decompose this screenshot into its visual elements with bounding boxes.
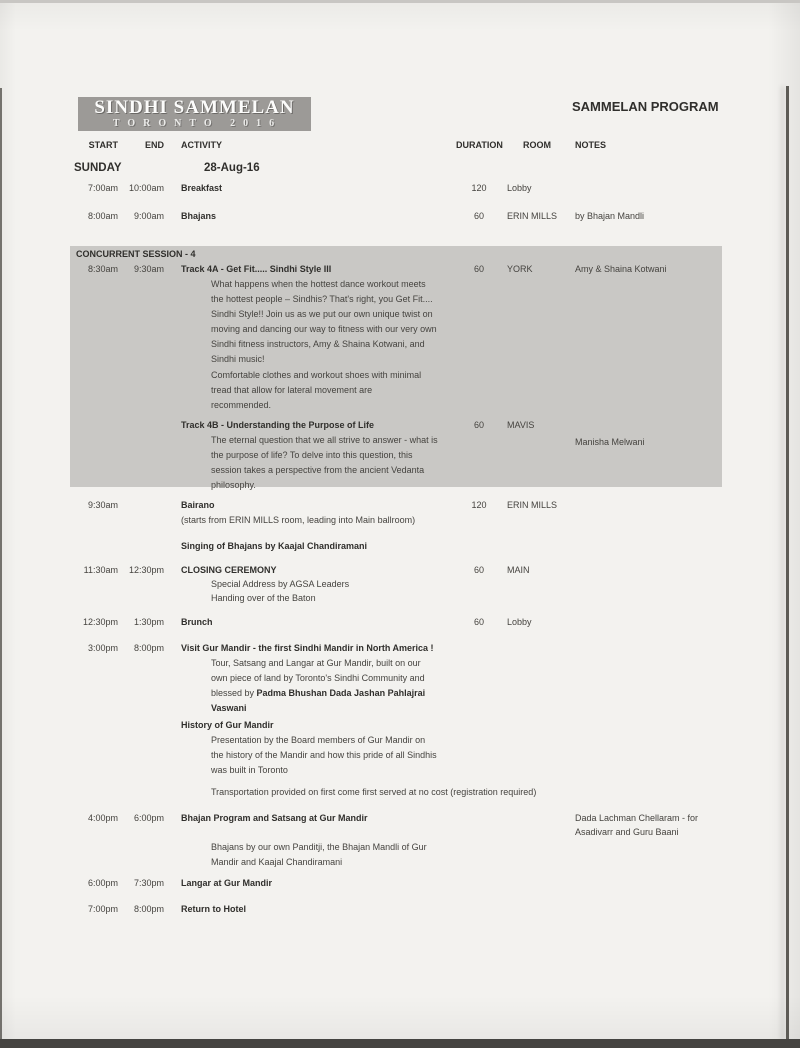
event-start-time: 6:00pm <box>87 878 118 888</box>
event-title: Breakfast <box>181 183 223 193</box>
event-description-line: tread that allow for lateral movement are <box>211 385 373 395</box>
event-description-line: the purpose of life? To delve into this question, this <box>211 450 413 460</box>
event-room: Lobby <box>507 183 532 193</box>
event-description-line: Special Address by AGSA Leaders <box>211 579 350 589</box>
event-description-line: philosophy. <box>211 480 256 490</box>
event-title: Bairano <box>181 500 215 510</box>
event-duration: 60 <box>473 420 484 430</box>
event-title: Visit Gur Mandir - the first Sindhi Mandir in North America ! <box>181 643 434 653</box>
scan-edge-top <box>0 0 800 3</box>
col-header-activity: ACTIVITY <box>181 140 223 150</box>
scan-edge-right <box>786 86 789 1040</box>
sindhi-sammelan-logo <box>78 97 311 131</box>
event-duration: 60 <box>473 565 484 575</box>
day-date: 28-Aug-16 <box>204 162 260 174</box>
col-header-room: ROOM <box>523 140 551 150</box>
event-notes: Manisha Melwani <box>575 437 645 447</box>
event-end-time: 12:30pm <box>128 565 164 575</box>
scan-edge-bottom <box>0 1039 800 1048</box>
event-description-line: (starts from ERIN MILLS room, leading into Main ballroom) <box>181 515 416 525</box>
event-end-time: 6:00pm <box>133 813 164 823</box>
event-description-line: Mandir and Kaajal Chandiramani <box>211 857 343 867</box>
event-notes: Asadivarr and Guru Baani <box>575 827 679 837</box>
event-description-line: Bhajans by our own Panditji, the Bhajan Mandli of Gur <box>211 842 427 852</box>
event-duration: 60 <box>473 617 484 627</box>
col-header-duration: DURATION <box>456 140 503 150</box>
event-title: CLOSING CEREMONY <box>181 565 277 575</box>
event-description-line: Sindhi fitness instructors, Amy & Shaina Kotwani, and <box>211 339 425 349</box>
event-start-time: 8:00am <box>87 211 118 221</box>
event-end-time: 8:00pm <box>133 904 164 914</box>
event-end-time: 10:00am <box>128 183 164 193</box>
logo-title: SINDHI SAMMELAN <box>94 97 295 118</box>
event-notes: by Bhajan Mandli <box>575 211 645 221</box>
description-text: blessed by <box>211 688 257 698</box>
logo-subtitle: TORONTO 2016 <box>112 118 283 129</box>
event-description-line: was built in Toronto <box>211 765 288 775</box>
event-description-line: the history of the Mandir and how this pride of all Sindhis <box>211 750 437 760</box>
event-end-time: 9:30am <box>133 264 164 274</box>
event-room: MAIN <box>507 565 530 575</box>
event-notes: Amy & Shaina Kotwani <box>575 264 667 274</box>
event-title: Track 4A - Get Fit..... Sindhi Style III <box>181 264 332 274</box>
event-start-time: 8:30am <box>87 264 118 274</box>
event-end-time: 7:30pm <box>133 878 164 888</box>
transport-note: Transportation provided on first come first served at no cost (registration required) <box>211 787 537 797</box>
event-description-line <box>211 688 425 699</box>
col-header-end: END <box>144 140 164 150</box>
event-room: MAVIS <box>507 420 535 430</box>
event-start-time: 3:00pm <box>87 643 118 653</box>
highlight-line: Singing of Bhajans by Kaajal Chandiramani <box>181 541 368 551</box>
event-description-line: Tour, Satsang and Langar at Gur Mandir, built on our <box>211 658 421 668</box>
event-end-time: 9:00am <box>133 211 164 221</box>
event-room: ERIN MILLS <box>507 211 558 221</box>
event-description-line: Sindhi music! <box>211 354 265 364</box>
event-description-line: Vaswani <box>211 703 247 713</box>
page-title: SAMMELAN PROGRAM <box>572 99 719 114</box>
honoree-name: Padma Bhushan Dada Jashan Pahlajrai <box>256 688 426 698</box>
event-description-line: What happens when the hottest dance workout meets <box>211 279 426 289</box>
section-header: CONCURRENT SESSION - 4 <box>76 249 196 259</box>
event-room: YORK <box>507 264 533 274</box>
event-start-time: 4:00pm <box>87 813 118 823</box>
event-description-line: recommended. <box>211 400 272 410</box>
event-description-line: The eternal question that we all strive to answer - what is <box>211 435 438 445</box>
event-room: Lobby <box>507 617 532 627</box>
event-start-time: 12:30pm <box>82 617 118 627</box>
event-description-line: the hottest people – Sindhis? That's right, you Get Fit.... <box>211 294 433 304</box>
event-title: Bhajans <box>181 211 217 221</box>
event-title: Langar at Gur Mandir <box>181 878 273 888</box>
event-start-time: 7:00am <box>87 183 118 193</box>
col-header-start: START <box>88 140 118 150</box>
event-end-time: 1:30pm <box>133 617 164 627</box>
event-title: Brunch <box>181 617 213 627</box>
event-title: Track 4B - Understanding the Purpose of Life <box>181 420 375 430</box>
scan-edge-left <box>0 88 2 1040</box>
event-duration: 120 <box>471 500 487 510</box>
event-description-line: moving and dancing our way to fitness with our very own <box>211 324 437 334</box>
sub-event-title: History of Gur Mandir <box>181 720 274 730</box>
event-start-time: 7:00pm <box>87 904 118 914</box>
event-title: Return to Hotel <box>181 904 246 914</box>
event-description-line: session takes a perspective from the ancient Vedanta <box>211 465 425 475</box>
event-start-time: 11:30am <box>83 565 118 575</box>
col-header-notes: NOTES <box>575 140 607 150</box>
event-notes: Dada Lachman Chellaram - for <box>575 813 699 823</box>
event-room: ERIN MILLS <box>507 500 558 510</box>
event-start-time: 9:30am <box>87 500 118 510</box>
event-end-time: 8:00pm <box>133 643 164 653</box>
event-duration: 60 <box>473 211 484 221</box>
event-description-line: Handing over of the Baton <box>211 593 316 603</box>
event-description-line: own piece of land by Toronto's Sindhi Community and <box>211 673 425 683</box>
event-duration: 120 <box>471 183 487 193</box>
day-label: SUNDAY <box>74 162 122 174</box>
event-description-line: Presentation by the Board members of Gur Mandir on <box>211 735 426 745</box>
event-duration: 60 <box>473 264 484 274</box>
event-description-line: Comfortable clothes and workout shoes with minimal <box>211 370 422 380</box>
event-title: Bhajan Program and Satsang at Gur Mandir <box>181 813 368 823</box>
event-description-line: Sindhi Style!! Join us as we put our own unique twist on <box>211 309 433 319</box>
